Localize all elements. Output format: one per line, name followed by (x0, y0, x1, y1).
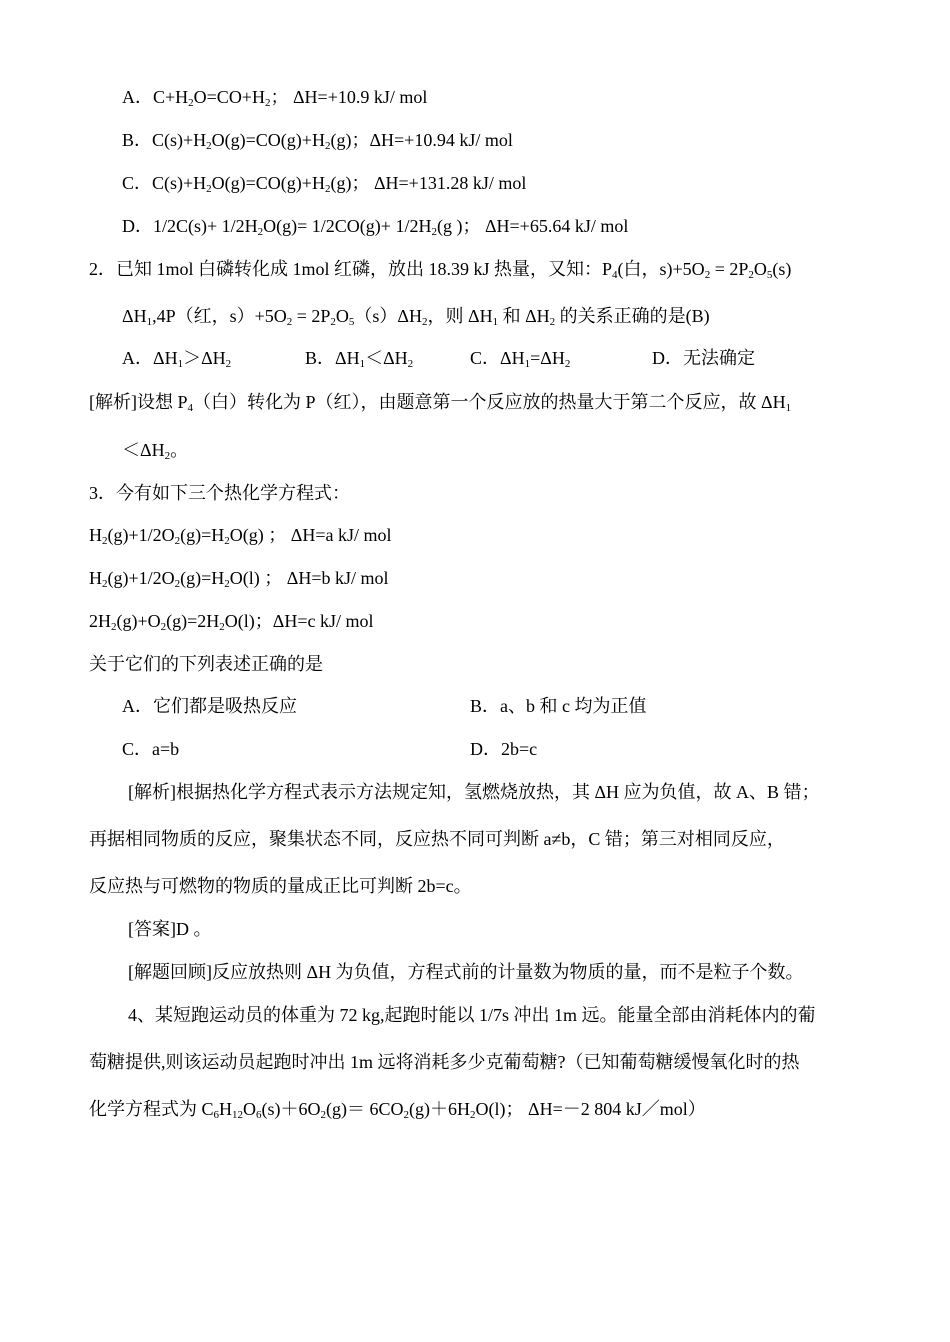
text-segment: H (89, 568, 102, 588)
text-segment: 2H (89, 611, 111, 631)
subscript: 2 (264, 97, 271, 109)
text-segment: (g)=2H (166, 611, 220, 631)
subscript: 2 (225, 358, 232, 370)
text-segment: (g)=H (180, 568, 225, 588)
q1-option-c (122, 171, 526, 195)
text-segment: O (753, 259, 767, 279)
text-segment: H (89, 525, 102, 545)
text-segment: A．ΔH (122, 348, 178, 368)
text-segment: B．C(s)+H (122, 130, 207, 150)
q1-option-b (122, 128, 513, 152)
subscript: 1 (524, 358, 531, 370)
text-segment: (白，s)+5O (617, 259, 705, 279)
q3-review: [解题回顾]反应放热则 ΔH 为负值，方程式前的计量数为物质的量，而不是粒子个数。 (128, 962, 804, 982)
subscript: 2 (320, 1109, 327, 1121)
subscript: 2 (257, 226, 264, 238)
text-segment: C．C(s)+H (122, 173, 207, 193)
text-segment: C．ΔH (470, 348, 525, 368)
q3-equation-3 (89, 609, 374, 633)
text-segment: O(l)；ΔH=c kJ/ mol (224, 611, 374, 631)
subscript: 2 (330, 316, 336, 328)
subscript: 4 (187, 402, 193, 414)
text-segment: O(g)=CO(g)+H (211, 130, 325, 150)
subscript: 2 (704, 269, 711, 281)
subscript: 2 (564, 358, 571, 370)
q3-equation-2 (89, 566, 389, 590)
subscript: 2 (748, 269, 754, 281)
q2-option-c (470, 346, 570, 370)
text-segment: D．1/2C(s)+ 1/2H (122, 216, 258, 236)
text-segment: (s) (772, 259, 792, 279)
q2-option-a (122, 346, 231, 370)
text-segment: =ΔH (530, 348, 565, 368)
text-segment: A．C+H (122, 87, 189, 107)
text-segment: (g)+1/2O (107, 525, 175, 545)
subscript: 2 (324, 183, 331, 195)
text-segment: B．ΔH (305, 348, 360, 368)
q3-analysis-line1: [解析]根据热化学方程式表示方法规定知，氢燃烧放热，其 ΔH 应为负值，故 A、B 错； (128, 782, 820, 802)
text-segment: O(l) ； ΔH=b kJ/ mol (229, 568, 389, 588)
subscript: 1 (785, 402, 792, 414)
q2-option-d: D．无法确定 (652, 348, 755, 368)
subscript: 1 (359, 358, 366, 370)
text-segment: 。 (170, 440, 189, 460)
q3-option-a: A．它们都是吸热反应 (122, 696, 297, 716)
text-segment: O(l)； ΔH=－2 804 kJ／mol） (475, 1099, 706, 1119)
text-segment: (g)＝ 6CO (326, 1099, 404, 1119)
text-segment: ＜ΔH (122, 440, 165, 460)
text-segment: 化学方程式为 C (89, 1099, 214, 1119)
q3-answer: [答案]D 。 (128, 919, 212, 939)
q4-line3 (89, 1097, 706, 1121)
q2-analysis-line2 (122, 438, 188, 462)
text-segment: (g)=H (180, 525, 225, 545)
text-segment: H (219, 1099, 233, 1119)
text-segment: 2．已知 1mol 白磷转化成 1mol 红磷，放出 18.39 kJ 热量，又知：P (89, 259, 613, 279)
text-segment: O (243, 1099, 257, 1119)
subscript: 4 (612, 269, 618, 281)
text-segment: ,4P（红，s）+5O (152, 306, 287, 326)
q3-option-b: B．a、b 和 c 均为正值 (470, 696, 647, 716)
text-segment: (s)＋6O (261, 1099, 321, 1119)
subscript: 2 (102, 535, 108, 547)
text-segment: ，则 ΔH (427, 306, 493, 326)
text-segment: (g)＋6H (409, 1099, 471, 1119)
subscript: 2 (160, 621, 167, 633)
q3-question: 关于它们的下列表述正确的是 (89, 654, 323, 674)
subscript: 2 (470, 1109, 476, 1121)
subscript: 5 (348, 316, 355, 328)
q2-analysis-line1 (89, 390, 791, 414)
q3-option-c: C．a=b (122, 739, 180, 759)
text-segment: (g)； ΔH=+131.28 kJ/ mol (330, 173, 527, 193)
text-segment: O(g)= 1/2CO(g)+ 1/2H (263, 216, 432, 236)
subscript: 2 (224, 578, 230, 590)
text-segment: O=CO+H (193, 87, 265, 107)
subscript: 2 (174, 578, 181, 590)
subscript: 1 (177, 358, 184, 370)
subscript: 1 (146, 316, 153, 328)
subscript: 6 (256, 1109, 262, 1121)
subscript: 2 (206, 140, 212, 152)
subscript: 1 (492, 316, 499, 328)
q2-option-b (305, 346, 413, 370)
subscript: 2 (549, 316, 556, 328)
text-segment: 的关系正确的是(B) (555, 306, 710, 326)
subscript: 2 (286, 316, 293, 328)
q1-option-a (122, 85, 427, 109)
subscript: 2 (403, 1109, 410, 1121)
subscript: 5 (766, 269, 773, 281)
subscript: 2 (224, 535, 230, 547)
text-segment: [解析]设想 P (89, 392, 188, 412)
q1-option-d (122, 214, 628, 238)
q2-stem-line2 (122, 304, 710, 328)
q3-stem: 3．今有如下三个热化学方程式： (89, 483, 350, 503)
text-segment: O (335, 306, 349, 326)
subscript: 2 (206, 183, 212, 195)
text-segment: ＞ΔH (183, 348, 226, 368)
q4-line1: 4、某短跑运动员的体重为 72 kg,起跑时能以 1/7s 冲出 1m 远。能量全部由消耗体内的葡 (128, 1005, 816, 1025)
q3-analysis-line2: 再据相同物质的反应，聚集状态不同，反应热不同可判断 a≠b，C 错；第三对相同反应， (89, 829, 785, 849)
q2-stem-line1 (89, 257, 791, 281)
q4-line2: 萄糖提供,则该运动员起跑时冲出 1m 远将消耗多少克葡萄糖?（已知葡萄糖缓慢氧化时的热 (89, 1052, 800, 1072)
text-segment: = 2P (292, 306, 331, 326)
subscript: 2 (102, 578, 108, 590)
subscript: 6 (213, 1109, 220, 1121)
text-segment: （白）转化为 P（红），由题意第一个反应放的热量大于第二个反应，故 ΔH (193, 392, 786, 412)
subscript: 2 (407, 358, 414, 370)
text-segment: = 2P (710, 259, 749, 279)
subscript: 12 (232, 1109, 244, 1121)
subscript: 2 (111, 621, 117, 633)
text-segment: O(g) ； ΔH=a kJ/ mol (229, 525, 392, 545)
q3-equation-1 (89, 523, 392, 547)
subscript: 2 (174, 535, 181, 547)
text-segment: (g )； ΔH=+65.64 kJ/ mol (436, 216, 629, 236)
text-segment: 和 ΔH (498, 306, 550, 326)
text-segment: ΔH (122, 306, 147, 326)
text-segment: ＜ΔH (365, 348, 408, 368)
subscript: 2 (324, 140, 331, 152)
text-segment: (g)+1/2O (107, 568, 175, 588)
text-segment: ； ΔH=+10.9 kJ/ mol (270, 87, 428, 107)
q3-analysis-line3: 反应热与可燃物的物质的量成正比可判断 2b=c。 (89, 876, 472, 896)
q3-option-d: D．2b=c (470, 739, 538, 759)
subscript: 2 (219, 621, 225, 633)
text-segment: （s）ΔH (354, 306, 423, 326)
text-segment: (g)+O (116, 611, 161, 631)
subscript: 2 (188, 97, 194, 109)
subscript: 2 (431, 226, 437, 238)
subscript: 2 (164, 450, 171, 462)
subscript: 2 (422, 316, 428, 328)
text-segment: O(g)=CO(g)+H (211, 173, 325, 193)
text-segment: (g)；ΔH=+10.94 kJ/ mol (330, 130, 513, 150)
